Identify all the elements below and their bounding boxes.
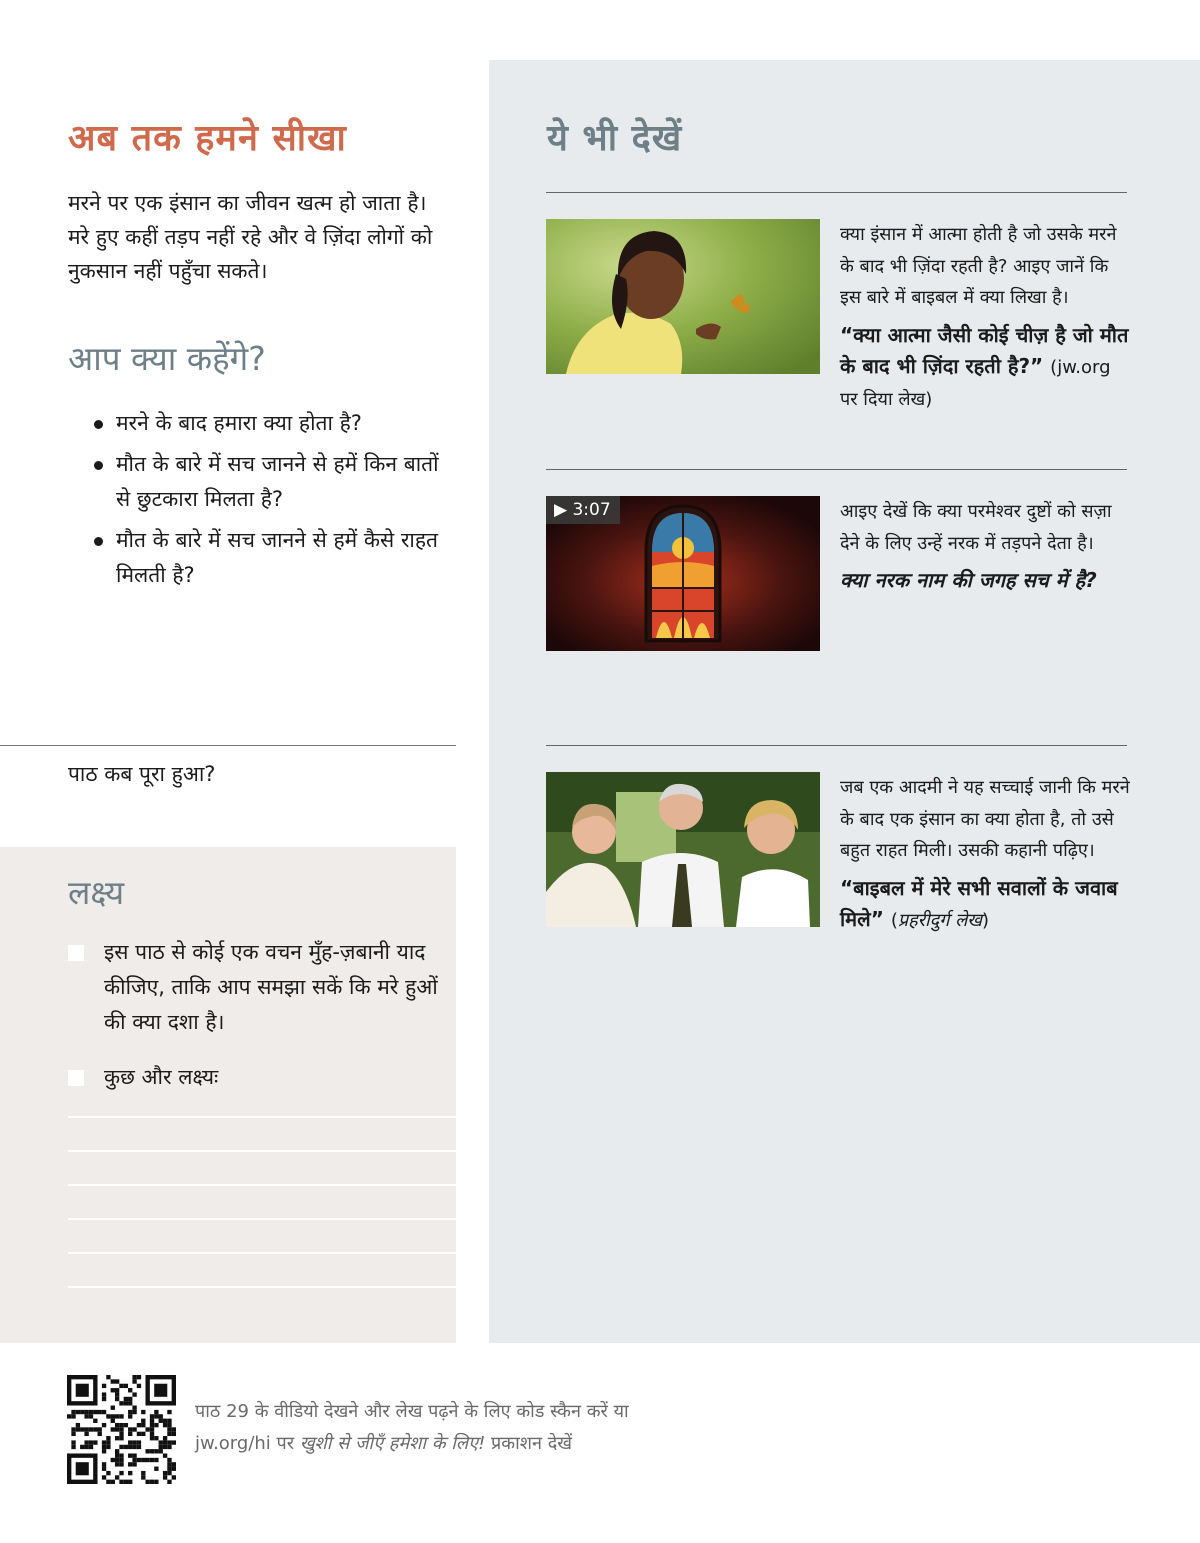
girl-butterfly-image[interactable]: [546, 219, 820, 374]
video-duration-badge: ▶ 3:07: [546, 496, 620, 524]
write-line: [68, 1286, 456, 1288]
also-see-heading: ये भी देखें: [547, 118, 683, 159]
lesson-completed-label: पाठ कब पूरा हुआ?: [68, 762, 216, 786]
write-line: [68, 1116, 456, 1118]
divider: [546, 192, 1127, 193]
article-description: जब एक आदमी ने यह सच्चाई जानी कि मरने के बाद एक इंसान का क्या होता है, तो उसे बहुत राहत मिली। उसकी कहानी पढ़िए।: [840, 777, 1130, 861]
write-line: [68, 1150, 456, 1152]
footer-text-end: प्रकाशन देखें: [485, 1433, 572, 1454]
article-text: [840, 772, 1130, 936]
article-text: [840, 219, 1130, 415]
review-question: मरने के बाद हमारा क्या होता है?: [90, 406, 450, 441]
goal-text: कुछ और लक्ष्यः: [104, 1065, 219, 1089]
article-title[interactable]: [840, 873, 1130, 936]
article-source: (jw.org पर दिया लेख): [840, 356, 1111, 410]
article-title-text[interactable]: “क्या आत्मा जैसी कोई चीज़ है जो मौत के बाद भी ज़िंदा रहती है?”: [840, 322, 1129, 378]
write-line: [68, 1252, 456, 1254]
also-see-panel: [489, 60, 1200, 1343]
article-title[interactable]: [840, 320, 1130, 415]
goal-checkbox[interactable]: [68, 945, 84, 961]
source-publication: प्रहरीदुर्ग लेख: [897, 909, 983, 931]
qr-code-icon[interactable]: [67, 1375, 176, 1484]
lesson-summary: मरने पर एक इंसान का जीवन खत्म हो जाता है। मरे हुए कहीं तड़प नहीं रहे और वे ज़िंदा लोगों को नुकसान नहीं पहुँचा सकते।: [68, 191, 433, 283]
divider: [0, 745, 456, 746]
source-open: (: [890, 909, 898, 931]
learned-heading: अब तक हमने सीखा: [68, 118, 347, 159]
footer-text: पाठ 29 के वीडियो देखने और लेख पढ़ने के लिए कोड स्कैन करें या jw.org/hi पर: [195, 1401, 629, 1454]
article-title-text[interactable]: “बाइबल में मेरे सभी सवालों के जवाब मिले”: [840, 875, 1118, 931]
divider: [546, 745, 1127, 746]
publication-link[interactable]: खुशी से जीएँ हमेशा के लिए!: [299, 1433, 486, 1454]
goal-checkbox[interactable]: [68, 1070, 84, 1086]
goal-item: [68, 935, 438, 1040]
write-line: [68, 1184, 456, 1186]
review-question: मौत के बारे में सच जानने से हमें कैसे राहत मिलती है?: [90, 523, 450, 593]
article-source: [891, 910, 989, 931]
article-description: क्या इंसान में आत्मा होती है जो उसके मरने के बाद भी ज़िंदा रहती है? आइए जानें कि इस बारे में बाइबल में क्या लिखा है।: [840, 224, 1117, 308]
goal-text: इस पाठ से कोई एक वचन मुँह-ज़बानी याद कीजिए, ताकि आप समझा सकें कि मरे हुओं की क्या दशा है।: [104, 940, 438, 1034]
stained-glass-video-thumbnail[interactable]: [546, 496, 820, 651]
people-talking-image[interactable]: [546, 772, 820, 927]
goals-panel: [0, 847, 456, 1343]
video-text: [840, 496, 1130, 596]
goals-heading: लक्ष्य: [68, 873, 125, 912]
footer-note: [195, 1396, 635, 1460]
review-questions: [90, 406, 450, 599]
goal-item: [68, 1060, 438, 1095]
video-title[interactable]: क्या नरक नाम की जगह सच में है?: [840, 568, 1097, 592]
review-question: मौत के बारे में सच जानने से हमें किन बातों से छुटकारा मिलता है?: [90, 447, 450, 517]
source-close: ): [982, 909, 990, 931]
video-description: आइए देखें कि क्या परमेश्वर दुष्टों को सज़ा देने के लिए उन्हें नरक में तड़पने देता है।: [840, 501, 1112, 554]
what-would-you-say-heading: आप क्या कहेंगे?: [68, 339, 266, 378]
write-line: [68, 1218, 456, 1220]
divider: [546, 469, 1127, 470]
